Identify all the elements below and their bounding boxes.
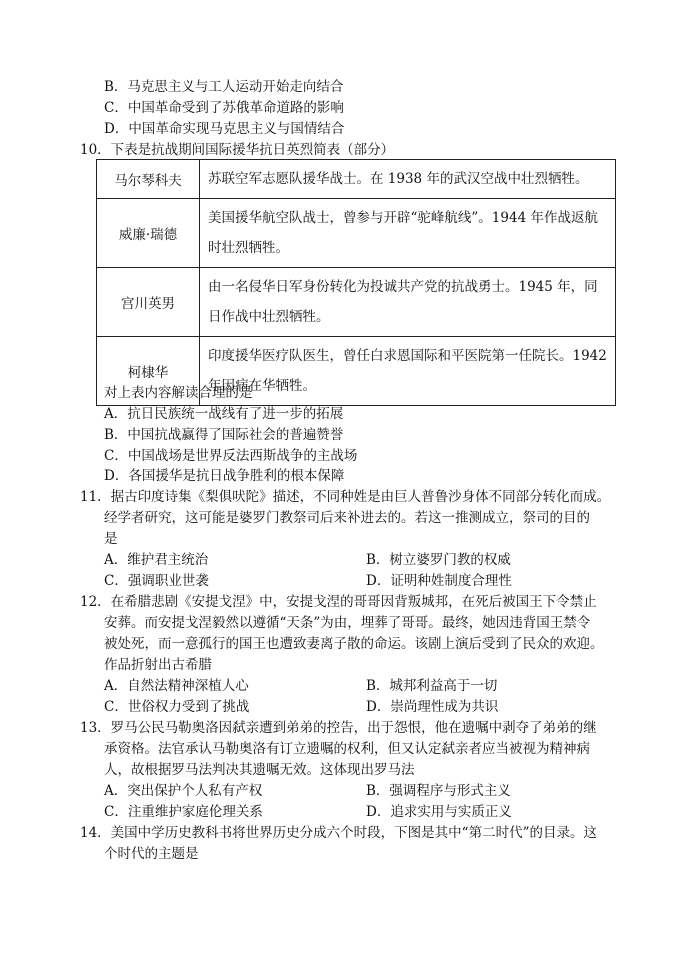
q10-option-a: A．抗日民族统一战线有了进一步的拓展	[104, 406, 344, 422]
hero-desc: 印度援华医疗队医生，曾任白求恩国际和平医院第一任院长。1942 年因病在华牺牲。	[200, 337, 616, 406]
q12-option-b: B．城邦利益高于一切	[366, 678, 498, 694]
q10-option-d: D．各国援华是抗日战争胜利的根本保障	[104, 468, 345, 484]
q11-option-c: C．强调职业世袭	[104, 573, 209, 589]
hero-desc: 苏联空军志愿队援华战士。在 1938 年的武汉空战中壮烈牺牲。	[200, 160, 616, 199]
q11-option-b: B．树立婆罗门教的权威	[366, 552, 511, 568]
prev-option-b: B．马克思主义与工人运动开始走向结合	[104, 79, 344, 95]
q11-line-2: 经学者研究，这可能是婆罗门教祭司后来补进去的。若这一推测成立，祭司的目的	[104, 510, 590, 526]
hero-desc: 由一名侵华日军身份转化为投诚共产党的抗战勇士。1945 年，同日作战中壮烈牺牲。	[200, 268, 616, 337]
prev-option-d: D．中国革命实现马克思主义与国情结合	[104, 121, 345, 137]
q14-line-2: 个时代的主题是	[104, 846, 199, 862]
q10-option-b: B．中国抗战赢得了国际社会的普遍赞誉	[104, 427, 344, 443]
q13-option-d: D．追求实用与实质正义	[366, 804, 512, 820]
table-row	[97, 199, 616, 268]
table-row	[97, 268, 616, 337]
q10-option-c: C．中国战场是世界反法西斯战争的主战场	[104, 448, 358, 464]
table-row	[97, 160, 616, 199]
aid-heroes-table	[96, 159, 616, 406]
q13-option-a: A．突出保护个人私有产权	[104, 783, 263, 799]
hero-desc: 美国援华航空队战士，曾参与开辟“驼峰航线”。1944 年作战返航时壮烈牺牲。	[200, 199, 616, 268]
q11-option-d: D．证明种姓制度合理性	[366, 573, 512, 589]
q13-line-1: 13．罗马公民马勒奥洛因弑亲遭到弟弟的控告，出于怨恨，他在遗嘱中剥夺了弟弟的继	[80, 720, 597, 736]
q12-option-d: D．崇尚理性成为共识	[366, 699, 499, 715]
q13-line-2: 承资格。法官承认马勒奥洛有订立遗嘱的权利，但又认定弑亲者应当被视为精神病	[104, 741, 590, 757]
q13-option-c: C．注重维护家庭伦理关系	[104, 804, 263, 820]
q10-question: 对上表内容解读合理的是	[104, 385, 253, 401]
q12-option-a: A．自然法精神深植人心	[104, 678, 249, 694]
q12-option-c: C．世俗权力受到了挑战	[104, 699, 250, 715]
q12-line-3: 被处死，而一意孤行的国王也遭致妻离子散的命运。该剧上演后受到了民众的欢迎。	[104, 636, 604, 652]
q11-option-a: A．维护君主统治	[104, 552, 209, 568]
q12-line-2: 安葬。而安提戈涅毅然以遵循“天条”为由，埋葬了哥哥。最终，她因违背国王禁令	[104, 615, 591, 631]
hero-name: 威廉·瑞德	[97, 199, 200, 268]
hero-name: 宫川英男	[97, 268, 200, 337]
q12-line-1: 12．在希腊悲剧《安提戈涅》中，安提戈涅的哥哥因背叛城邦，在死后被国王下令禁止	[80, 594, 597, 610]
prev-option-c: C．中国革命受到了苏俄革命道路的影响	[104, 100, 344, 116]
q12-line-4: 作品折射出古希腊	[104, 657, 212, 673]
hero-name: 柯棣华	[97, 337, 200, 406]
q13-line-3: 人，故根据罗马法判决其遗嘱无效。这体现出罗马法	[104, 762, 415, 778]
hero-name: 马尔琴科夫	[97, 160, 200, 199]
q14-line-1: 14．美国中学历史教科书将世界历史分成六个时段，下图是其中“第二时代”的目录。这	[80, 825, 597, 841]
q11-line-1: 11．据古印度诗集《梨俱吠陀》描述，不同种姓是由巨人普鲁沙身体不同部分转化而成。	[80, 489, 611, 505]
q10-stem: 10．下表是抗战期间国际援华抗日英烈简表（部分）	[80, 142, 395, 158]
q13-option-b: B．强调程序与形式主义	[366, 783, 511, 799]
q11-line-3: 是	[104, 531, 118, 547]
